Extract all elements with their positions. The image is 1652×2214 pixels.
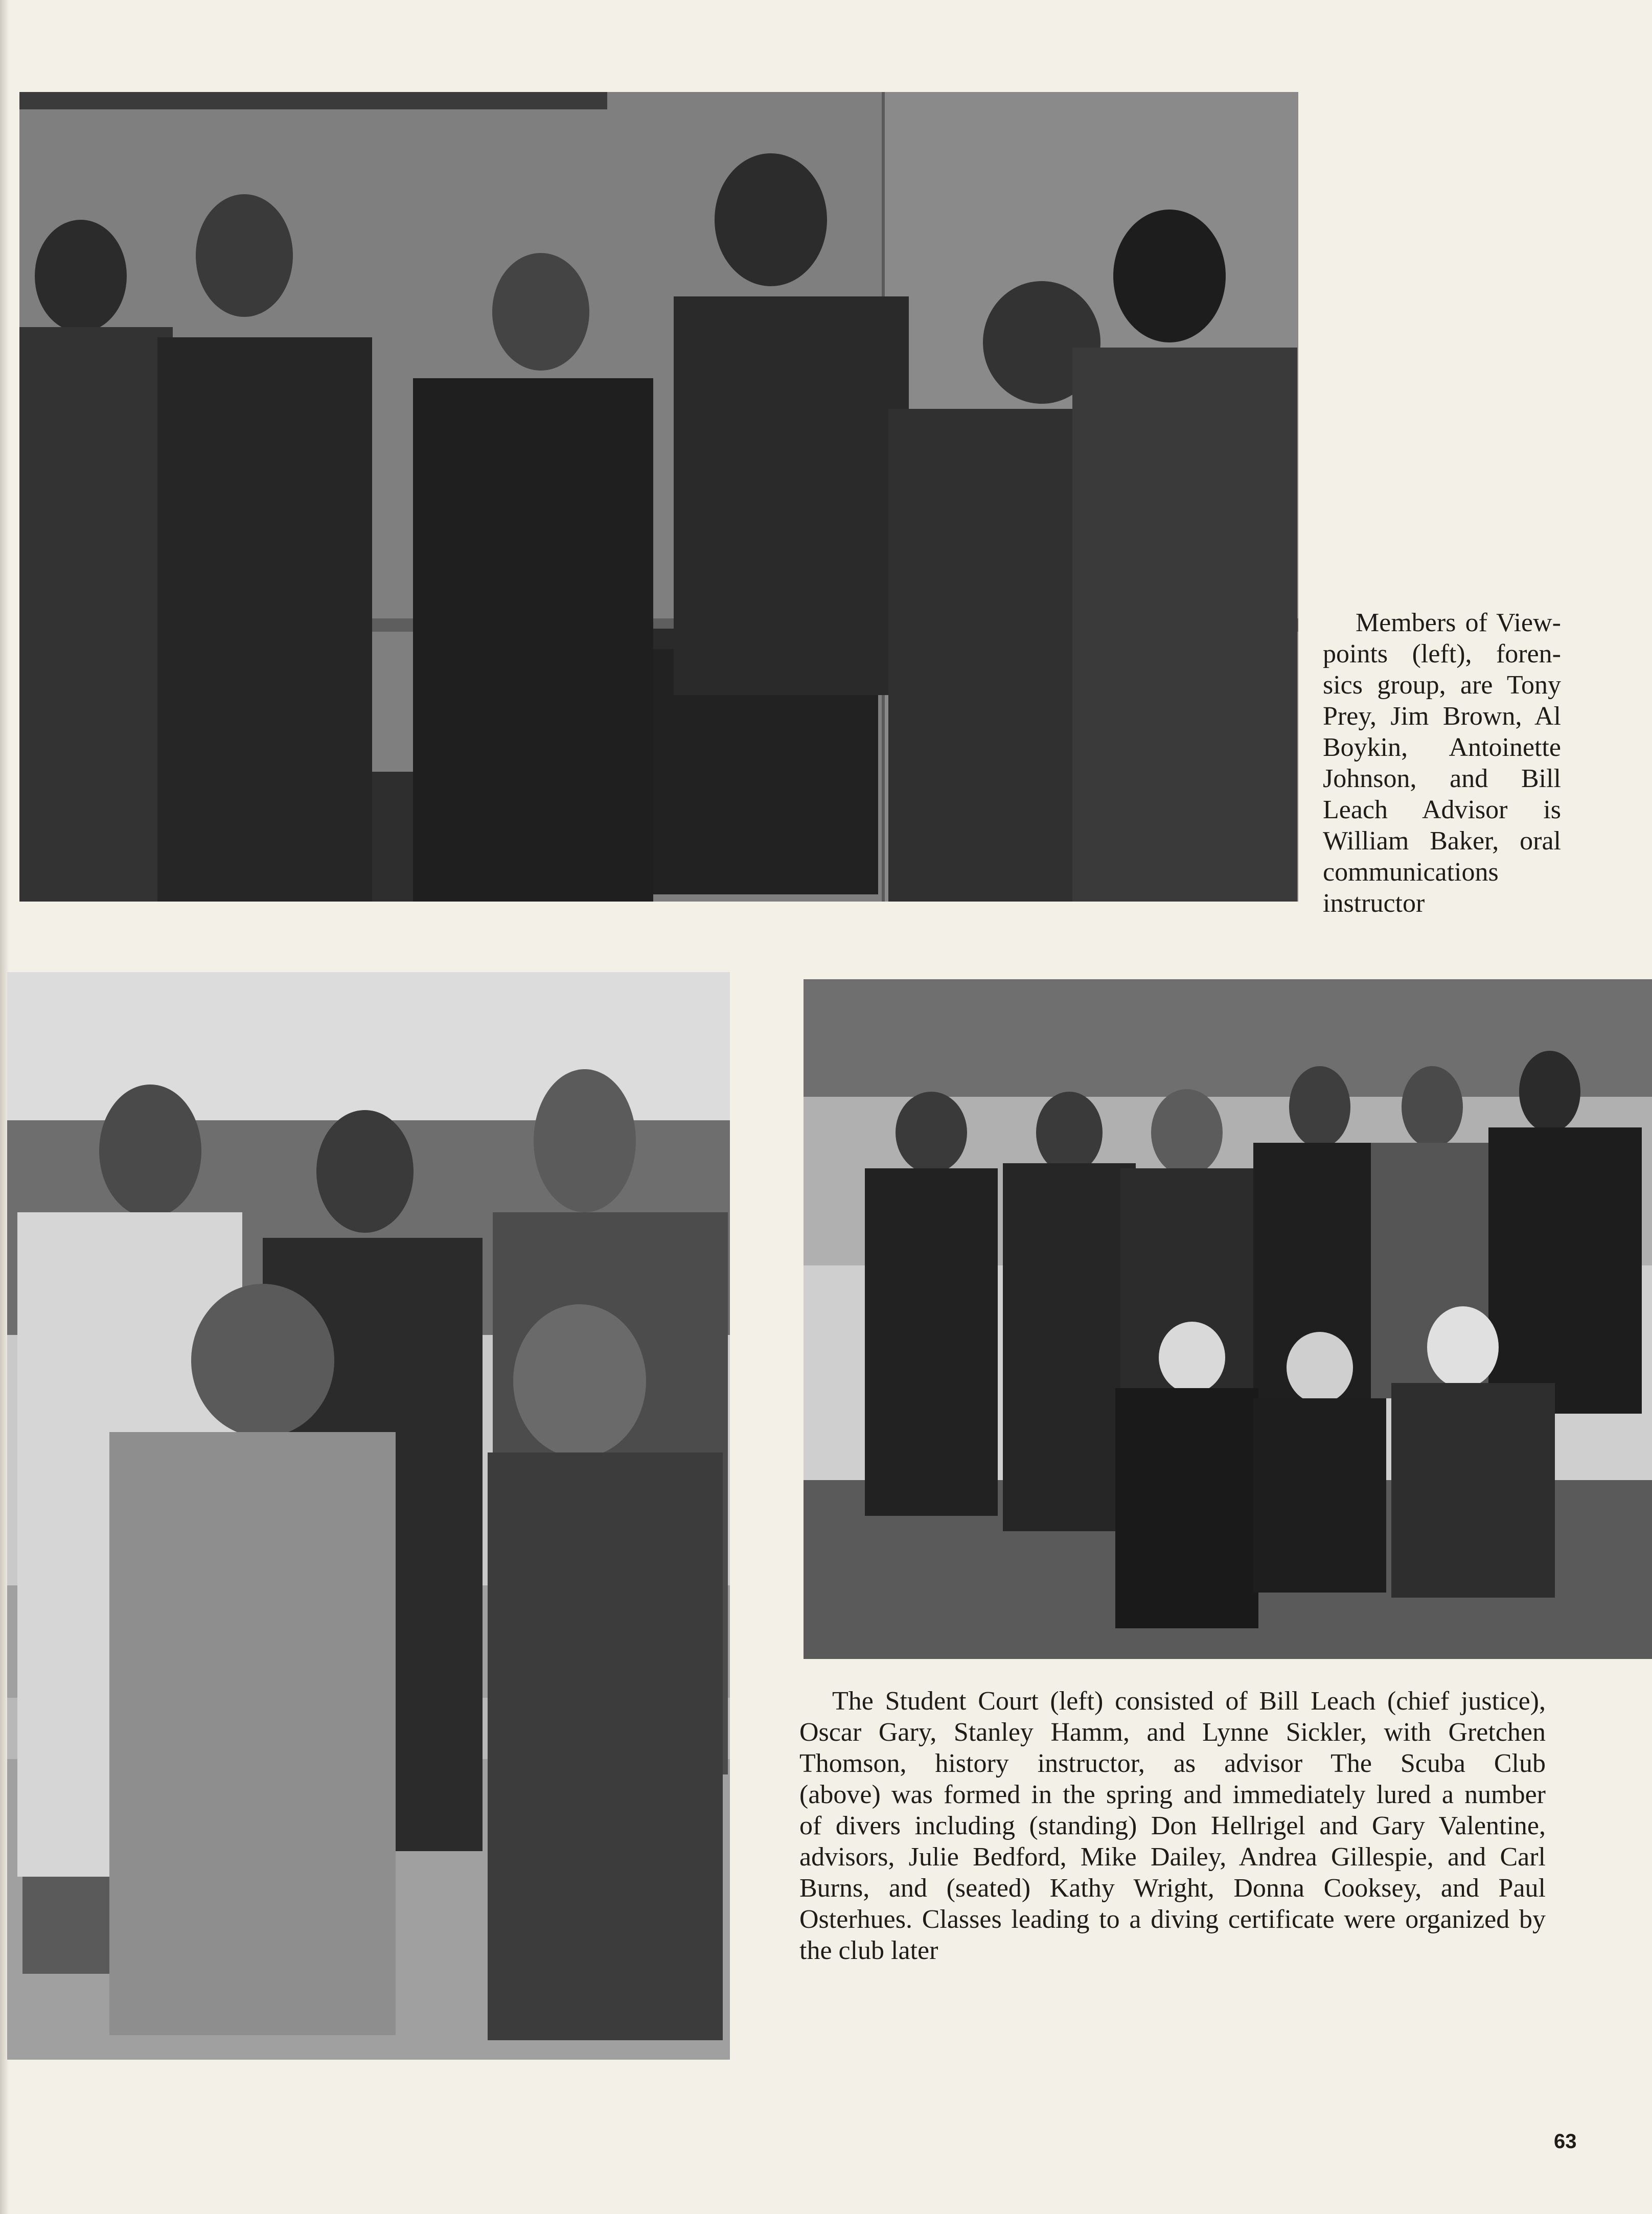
caption-line: The Student Court (left) consisted of Bill Leach (chief justice), xyxy=(832,1687,1546,1716)
caption-line: sics group, are Tony xyxy=(1323,671,1561,700)
caption-line: the club later xyxy=(799,1936,938,1965)
caption-line: advisors, Julie Bedford, Mike Dailey, Andrea Gillespie, and Carl xyxy=(799,1842,1546,1872)
viewpoints-group-photo xyxy=(19,92,1298,902)
caption-line: William Baker, oral xyxy=(1323,826,1561,856)
caption-line: Leach Advisor is xyxy=(1323,795,1561,824)
caption-line: Members of View- xyxy=(1356,608,1561,637)
caption-line: Johnson, and Bill xyxy=(1323,764,1561,793)
court-scuba-caption xyxy=(799,1686,1546,1966)
caption-line: Prey, Jim Brown, Al xyxy=(1323,702,1561,731)
scuba-club-photo xyxy=(804,979,1652,1659)
caption-line: communications xyxy=(1323,858,1499,887)
caption-line: Burns, and (seated) Kathy Wright, Donna Cooksey, and Paul xyxy=(799,1874,1546,1903)
page-number: 63 xyxy=(1554,2130,1577,2153)
caption-line: Thomson, history instructor, as advisor The Scuba Club xyxy=(799,1749,1546,1778)
caption-line: points (left), foren- xyxy=(1323,639,1561,668)
caption-line: of divers including (standing) Don Hellrigel and Gary Valentine, xyxy=(799,1811,1546,1840)
caption-line: instructor xyxy=(1323,889,1425,918)
caption-line: Oscar Gary, Stanley Hamm, and Lynne Sickler, with Gretchen xyxy=(799,1718,1546,1747)
caption-line: (above) was formed in the spring and immediately lured a number xyxy=(799,1780,1546,1809)
caption-line: Osterhues. Classes leading to a diving certificate were organized by xyxy=(799,1905,1546,1934)
student-court-photo xyxy=(7,972,730,2060)
viewpoints-caption xyxy=(1323,607,1561,919)
caption-line: Boykin, Antoinette xyxy=(1323,733,1561,762)
